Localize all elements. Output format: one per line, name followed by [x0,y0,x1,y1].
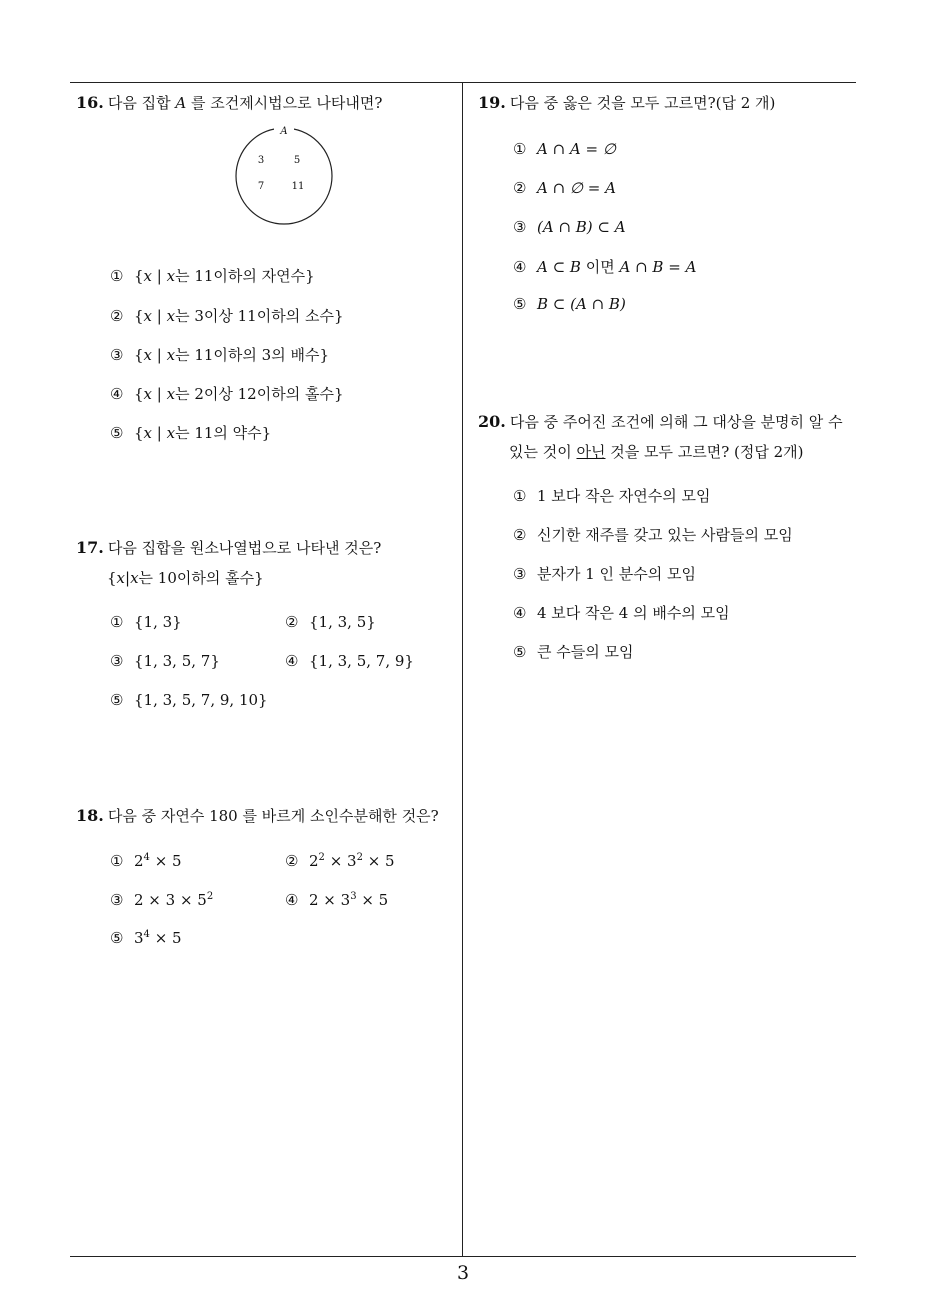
question-20-title: 20. 다음 중 주어진 조건에 의해 그 대상을 분명히 알 수 [478,412,843,431]
venn-element: 5 [293,155,301,166]
question-16 [76,88,456,118]
option-4[interactable]: ④ $2 \times 3^3 \times 5$ [285,891,389,909]
option-1[interactable]: ① $2^4 \times 5$ [110,852,182,870]
column-divider [462,82,463,1257]
page-number: 3 [456,1262,470,1284]
question-number: 20. [478,412,506,431]
question-number: 17. [76,538,104,557]
option-4[interactable]: ④ 4 보다 작은 4 의 배수의 모임 [513,604,730,622]
option-5[interactable]: ⑤ 큰 수들의 모임 [513,643,634,661]
question-19 [478,88,858,118]
question-16-title: 16. 다음 집합 A 를 조건제시법으로 나타내면? [76,93,383,112]
option-2[interactable]: ② {x | x는 3이상 11이하의 소수} [110,307,344,325]
option-2[interactable]: ② 신기한 재주를 갖고 있는 사람들의 모임 [513,526,793,544]
question-19-title: 19. 다음 중 옳은 것을 모두 고르면?(답 2 개) [478,93,776,112]
option-4[interactable]: ④ {1, 3, 5, 7, 9} [285,652,414,670]
venn-circle [234,126,334,226]
option-5[interactable]: ⑤ {1, 3, 5, 7, 9, 10} [110,691,268,709]
option-3[interactable]: ③ (A ∩ B) ⊂ A [513,218,626,236]
option-3[interactable]: ③ $2 \times 3 \times 5^2$ [110,891,214,909]
option-3[interactable]: ③ 분자가 1 인 분수의 모임 [513,565,697,583]
option-1[interactable]: ① {1, 3} [110,613,182,631]
option-2[interactable]: ② A ∩ ∅ = A [513,179,616,197]
venn-element: 3 [257,155,265,166]
option-1[interactable]: ① A ∩ A = ∅ [513,140,616,158]
option-1[interactable]: ① 1 보다 작은 자연수의 모임 [513,487,711,505]
question-20 [478,407,858,467]
question-number: 16. [76,93,104,112]
question-number: 18. [76,806,104,825]
venn-element: 7 [257,181,265,192]
option-1[interactable]: ① {x | x는 11이하의 자연수} [110,267,315,285]
question-17-set: {x|x는 10이하의 홀수} [107,569,264,587]
venn-element: 11 [291,181,305,192]
option-2[interactable]: ② $2^2 \times 3^2 \times 5$ [285,852,395,870]
option-3[interactable]: ③ {x | x는 11이하의 3의 배수} [110,346,329,364]
option-5[interactable]: ⑤ B ⊂ (A ∩ B) [513,295,626,313]
question-number: 19. [478,93,506,112]
underlined-word: 아닌 [576,443,606,461]
question-17 [76,533,456,593]
option-5[interactable]: ⑤ {x | x는 11의 약수} [110,424,272,442]
option-5[interactable]: ⑤ $3^4 \times 5$ [110,929,182,947]
question-17-title: 17. 다음 집합을 원소나열법으로 나타낸 것은? [76,538,382,557]
option-2[interactable]: ② {1, 3, 5} [285,613,376,631]
venn-set-label: A [280,126,288,137]
question-18-title: 18. 다음 중 자연수 180 를 바르게 소인수분해한 것은? [76,806,439,825]
question-18 [76,801,456,831]
option-3[interactable]: ③ {1, 3, 5, 7} [110,652,220,670]
question-20-title-line2: 있는 것이 아닌 것을 모두 고르면? (정답 2개) [509,443,804,461]
option-4[interactable]: ④ {x | x는 2이상 12이하의 홀수} [110,385,344,403]
venn-diagram [234,126,334,226]
option-4[interactable]: ④ A ⊂ B 이면 A ∩ B = A [513,258,697,276]
